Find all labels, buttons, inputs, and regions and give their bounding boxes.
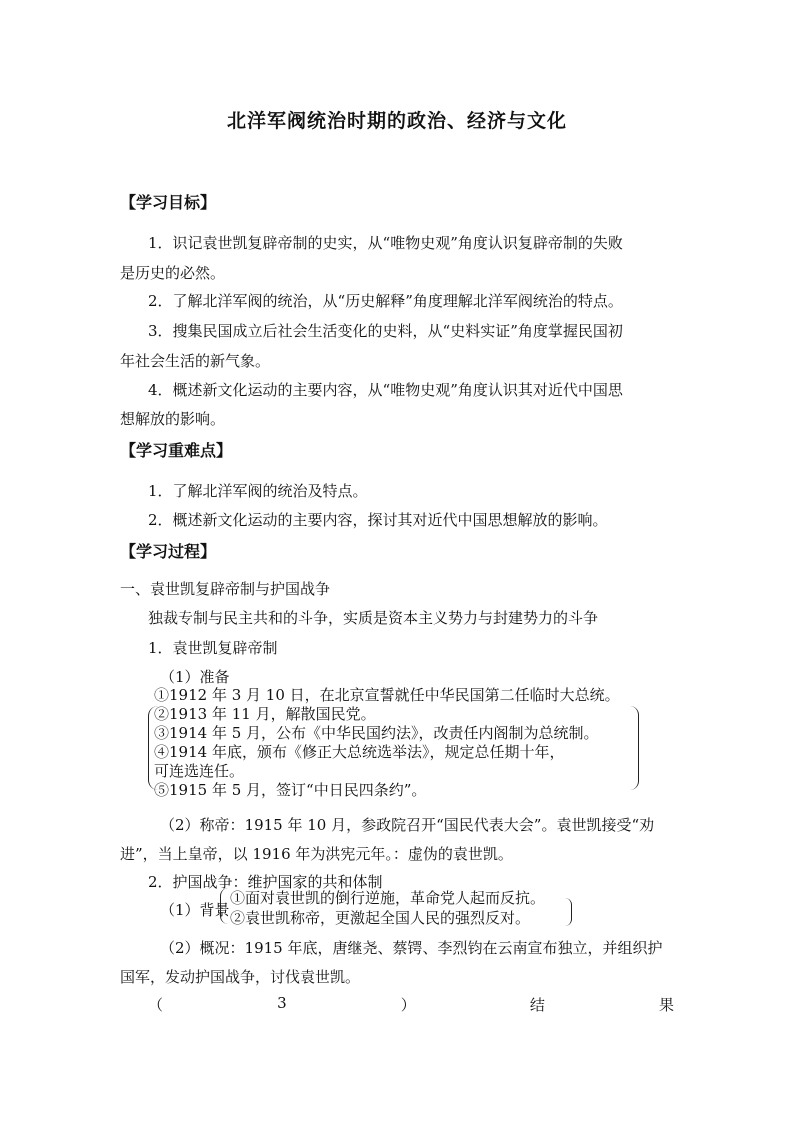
prep-item: ①1912 年 3 月 10 日，在北京宣誓就任中华民国第二任临时大总统。 xyxy=(154,686,620,704)
prep-item: 可连选连任。 xyxy=(154,762,245,780)
process-summary: 独裁专制与民主共和的斗争，实质是资本主义势力与封建势力的斗争 xyxy=(148,609,599,627)
key-point-line: 1．了解北洋军阀的统治及特点。 xyxy=(148,482,368,500)
left-brace xyxy=(220,888,229,924)
section-heading-process: 【学习过程】 xyxy=(120,542,217,561)
goal-line: 1．识记袁世凯复辟帝制的史实，从“唯物史观”角度认识复辟帝制的失败 xyxy=(148,234,623,252)
emperor-line: 进”，当上皇帝，以 1916 年为洪宪元年。：虚伪的袁世凯。 xyxy=(120,845,513,863)
background-item: ①面对袁世凯的倒行逆施，革命党人起而反抗。 xyxy=(230,889,546,907)
goal-line: 4．概述新文化运动的主要内容，从“唯物史观”角度认识其对近代中国思 xyxy=(148,381,623,399)
goal-line: 年社会生活的新气象。 xyxy=(120,352,271,370)
result-line xyxy=(148,994,674,1015)
subheading-war: 2．护国战争：维护国家的共和体制 xyxy=(148,873,383,891)
result-char: 结 xyxy=(529,996,545,1014)
page-title: 北洋军阀统治时期的政治、经济与文化 xyxy=(226,110,567,132)
result-char: 果 xyxy=(658,996,674,1014)
goal-line: 是历史的必然。 xyxy=(120,264,226,282)
prep-brace-group xyxy=(148,684,638,799)
background-item: ②袁世凯称帝，更激起全国人民的强烈反对。 xyxy=(230,909,531,927)
prep-item: ③1914 年 5 月，公布《中华民国约法》，改责任内阁制为总统制。 xyxy=(154,724,599,742)
key-point-line: 2．概述新文化运动的主要内容，探讨其对近代中国思想解放的影响。 xyxy=(148,511,608,529)
goal-line: 2．了解北洋军阀的统治，从“历史解释”角度理解北洋军阀统治的特点。 xyxy=(148,292,623,310)
section-heading-goals: 【学习目标】 xyxy=(120,193,217,212)
prep-item: ④1914 年底，颁布《修正大总统选举法》，规定总任期十年， xyxy=(154,743,565,761)
overview-line: （2）概况：1915 年底，唐继尧、蔡锷、李烈钧在云南宣布独立，并组织护 xyxy=(160,939,663,957)
process-heading: 一、袁世凯复辟帝制与护国战争 xyxy=(120,580,331,598)
result-char: （ xyxy=(148,996,164,1014)
right-brace xyxy=(565,898,572,926)
result-char: 3 xyxy=(277,994,287,1012)
emperor-line: （2）称帝：1915 年 10 月，参政院召开“国民代表大会”。袁世凯接受“劝 xyxy=(160,816,655,834)
section-heading-key-points: 【学习重难点】 xyxy=(120,441,233,460)
prep-item: ⑤1915 年 5 月，签订“中日民四条约”。 xyxy=(154,781,427,799)
result-char: ） xyxy=(400,996,416,1014)
goal-line: 想解放的影响。 xyxy=(120,410,226,428)
prep-label: （1）准备 xyxy=(160,668,230,686)
goal-line: 3．搜集民国成立后社会生活变化的史料，从“史料实证”角度掌握民国初 xyxy=(148,322,623,340)
prep-item: ②1913 年 11 月，解散国民党。 xyxy=(154,705,376,723)
right-brace xyxy=(630,706,639,790)
background-label: （1）背景 xyxy=(160,901,230,919)
subheading-restoration: 1．袁世凯复辟帝制 xyxy=(148,639,278,657)
overview-line: 国军，发动护国战争，讨伐袁世凯。 xyxy=(120,968,361,986)
